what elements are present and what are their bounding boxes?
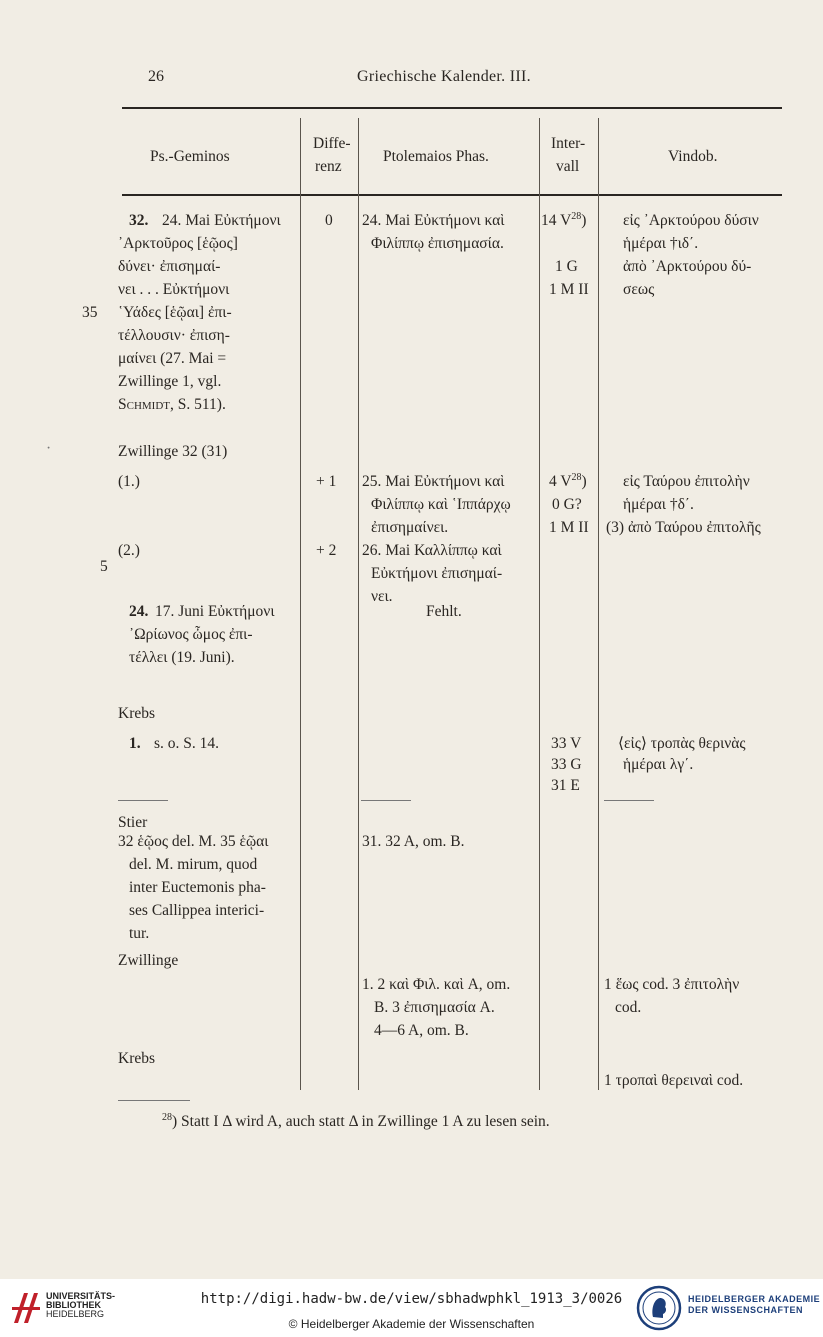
row-number: (2.) — [118, 542, 140, 559]
section-heading: Zwillinge 32 (31) — [118, 443, 228, 460]
note-line: 4—6 A, om. B. — [374, 1022, 469, 1039]
header-differenz-2: renz — [315, 158, 342, 175]
intervall-value: 1 M II — [549, 519, 589, 536]
note-line: ses Callippea interici- — [129, 902, 265, 919]
row-number: 1. — [129, 735, 141, 752]
margin-line-number: 5 — [100, 558, 108, 575]
vindob-line: ⟨εἰς⟩ τροπὰς θερινὰς — [618, 735, 746, 752]
note-heading: Zwillinge — [118, 952, 179, 969]
footer-bar — [0, 1279, 823, 1337]
intervall-value: 0 G? — [552, 496, 582, 513]
geminos-line: δύνει· ἐπισημαί- — [118, 258, 221, 275]
geminos-line: 24. Mai Εὐκτήμονι — [162, 212, 281, 229]
academy-name — [688, 1294, 820, 1316]
geminos-line: ῾Υάδες [ἑῷαι] ἐπι- — [118, 304, 232, 321]
row-number: 32. — [129, 212, 149, 229]
column-divider — [598, 118, 599, 1090]
intervall-value: 1 G — [555, 258, 578, 275]
ptolemaios-missing: Fehlt. — [426, 603, 462, 620]
footnote-paren: ) — [581, 473, 587, 490]
ptolemaios-line: Εὐκτήμονι ἐπισημαί- — [371, 565, 503, 582]
note-line: B. 3 ἐπισημασία A. — [374, 999, 495, 1016]
library-line: UNIVERSITÄTS- — [46, 1291, 116, 1301]
footnote-mark: 28 — [162, 1111, 172, 1123]
geminos-line: μαίνει (27. Mai = — [118, 350, 227, 367]
vindob-line: ἡμέραι λγ΄. — [623, 756, 694, 773]
note-line: del. M. mirum, quod — [129, 856, 258, 873]
separator — [361, 800, 411, 801]
row-number: 24. — [129, 603, 149, 620]
academy-line: HEIDELBERGER AKADEMIE — [688, 1294, 821, 1304]
ptolemaios-line: 24. Mai Εὐκτήμονι καὶ — [362, 212, 505, 229]
footnote-ref: 28 — [571, 471, 582, 483]
intervall-text: 4 V — [549, 473, 572, 490]
vindob-line: ἡμέραι †δ΄. — [623, 496, 694, 513]
differenz-value: + 2 — [316, 542, 337, 559]
note-line: 1. 2 καὶ Φιλ. καὶ A, om. — [362, 976, 511, 993]
ptolemaios-line: Φιλίππῳ ἐπισημασία. — [371, 235, 504, 252]
intervall-value: 31 E — [551, 777, 580, 794]
ptolemaios-line: ἐπισημαίνει. — [371, 519, 449, 536]
separator — [118, 800, 168, 801]
intervall-text: 14 V — [541, 212, 572, 229]
footnote — [162, 1110, 550, 1133]
note-line: 1 τροπαὶ θερειναὶ cod. — [604, 1072, 744, 1089]
geminos-line: τέλλει (19. Juni). — [129, 649, 235, 666]
note-line: 1 ἕως cod. 3 ἐπιτολὴν — [604, 976, 740, 993]
note-line: cod. — [615, 999, 642, 1016]
vindob-line: εἰς Ταύρου ἐπιτολὴν — [623, 473, 750, 490]
intervall-value — [549, 470, 587, 493]
academy-line: DER WISSENSCHAFTEN — [688, 1305, 804, 1315]
margin-line-number: 35 — [82, 304, 98, 321]
geminos-line: ᾿Ωρίωνος ὦμος ἐπι- — [129, 626, 253, 643]
note-heading: Stier — [118, 814, 148, 831]
footnote-rule — [118, 1100, 190, 1101]
margin-mark: · — [46, 440, 52, 457]
geminos-line: νει . . . Εὐκτήμονι — [118, 281, 230, 298]
library-line: BIBLIOTHEK — [46, 1300, 101, 1310]
geminos-line: τέλλουσιν· ἐπιση- — [118, 327, 230, 344]
note-line: 32 ἑῷος del. M. 35 ἑῷαι — [118, 833, 269, 850]
author-name: Schmidt — [118, 396, 171, 413]
note-line: 31. 32 A, om. B. — [362, 833, 465, 850]
top-rule — [122, 107, 782, 109]
geminos-line: Zwillinge 1, vgl. — [118, 373, 222, 390]
footnote-text: ) Statt I Δ wird A, auch statt Δ in Zwillinge 1 A zu lesen sein. — [172, 1113, 550, 1130]
vindob-line: (3) ἀπὸ Ταύρου ἐπιτολῆς — [606, 519, 761, 536]
geminos-line — [118, 393, 226, 416]
differenz-value: + 1 — [316, 473, 337, 490]
footnote-ref: 28 — [571, 210, 582, 222]
column-divider — [358, 118, 359, 1090]
page-number: 26 — [148, 68, 164, 85]
header-ps-geminos: Ps.-Geminos — [150, 148, 230, 165]
permalink[interactable]: http://digi.hadw-bw.de/view/sbhadwphkl_1913_3/0026 — [200, 1291, 623, 1307]
intervall-value: 1 M II — [549, 281, 589, 298]
footnote-paren: ) — [581, 212, 587, 229]
differenz-value: 0 — [325, 212, 333, 229]
row-number: (1.) — [118, 473, 140, 490]
note-line: tur. — [129, 925, 150, 942]
header-differenz-1: Diffe- — [313, 135, 351, 152]
column-divider — [539, 118, 540, 1090]
vindob-line: ἡμέραι †ιδ΄. — [623, 235, 699, 252]
separator — [604, 800, 654, 801]
geminos-line: 17. Juni Εὐκτήμονι — [155, 603, 275, 620]
header-ptolemaios: Ptolemaios Phas. — [383, 148, 489, 165]
header-intervall-2: vall — [556, 158, 580, 175]
header-rule — [122, 194, 782, 196]
running-title: Griechische Kalender. III. — [357, 68, 531, 85]
copyright: © Heidelberger Akademie der Wissenschaften — [288, 1317, 535, 1331]
vindob-line: εἰς ᾿Αρκτούρου δύσιν — [623, 212, 759, 229]
academy-seal-logo — [636, 1285, 682, 1336]
ptolemaios-line: νει. — [371, 588, 393, 605]
library-line: HEIDELBERG — [46, 1309, 105, 1319]
ptolemaios-line: 25. Mai Εὐκτήμονι καὶ — [362, 473, 505, 490]
vindob-line: ἀπὸ ᾿Αρκτούρου δύ- — [623, 258, 752, 275]
intervall-value: 33 V — [551, 735, 582, 752]
geminos-line: s. o. S. 14. — [154, 735, 220, 752]
ptolemaios-line: Φιλίππῳ καὶ ῾Ιππάρχῳ — [371, 496, 511, 513]
ptolemaios-line: 26. Mai Καλλίππῳ καὶ — [362, 542, 502, 559]
header-intervall-1: Inter- — [551, 135, 586, 152]
geminos-line: ᾿Αρκτοῦρος [ἑῷος] — [118, 235, 238, 252]
note-heading: Krebs — [118, 1050, 156, 1067]
section-heading: Krebs — [118, 705, 156, 722]
intervall-value: 33 G — [551, 756, 582, 773]
citation: , S. 511). — [170, 396, 226, 413]
vindob-line: σεως — [623, 281, 655, 298]
column-divider — [300, 118, 301, 1090]
intervall-value — [541, 209, 586, 232]
header-vindob: Vindob. — [668, 148, 718, 165]
note-line: inter Euctemonis pha- — [129, 879, 266, 896]
